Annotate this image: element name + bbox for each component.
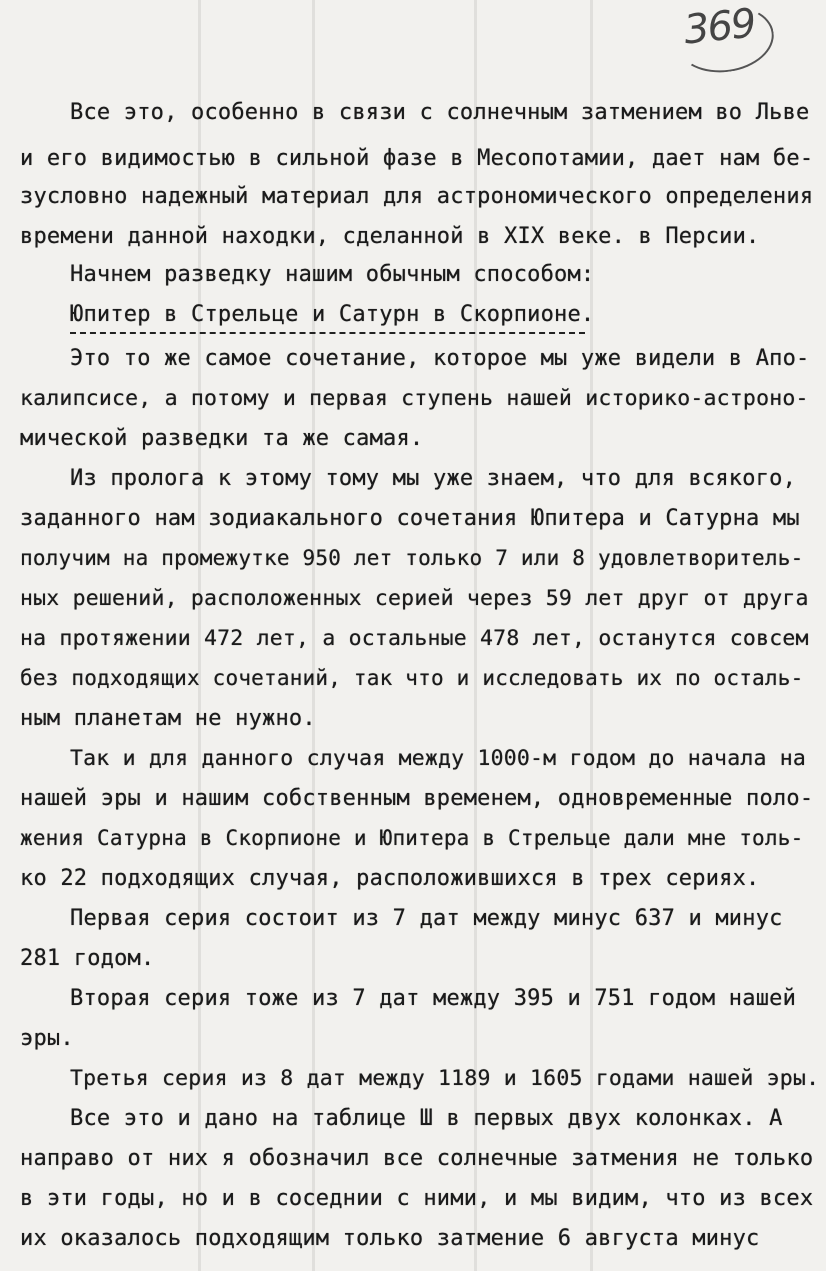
text-line: их оказалось подходящим только затмение 6 августа минус [20,1226,760,1251]
text-line: без подходящих сочетаний, так что и исследовать их по осталь- [20,666,804,690]
text-line: нашей эры и нашим собственным временем, одновременные поло- [20,786,814,811]
text-line: ных решений, расположенных серией через 59 лет друг от друга [20,586,809,611]
dashed-underline [70,332,585,334]
text-line: на протяжении 472 лет, а остальные 478 лет, останутся совсем [20,626,809,651]
text-line: эры. [20,1026,74,1051]
text-line: направо от них я обозначил все солнечные затмения не только [20,1146,814,1171]
text-line: времени данной находки, сделанной в XIX веке. в Персии. [20,224,760,249]
text-line-underlined: Юпитер в Стрельце и Сатурн в Скорпионе. [70,302,595,327]
text-line: 281 годом. [20,946,155,971]
text-line: в эти годы, но и в соседнии с ними, и мы видим, что из всех [20,1186,814,1211]
text-line: Все это и дано на таблице Ш в первых двух колонках. А [70,1106,783,1131]
text-line: Из пролога к этому тому мы уже знаем, что для всякого, [70,466,797,491]
text-line: Третья серия из 8 дат между 1189 и 1605 годами нашей эры. [70,1066,820,1091]
text-line: мической разведки та же самая. [20,426,424,451]
text-line: зусловно надежный материал для астрономического определения [20,184,814,209]
text-line: ко 22 подходящих случая, расположившихся в трех сериях. [20,866,760,891]
text-line: Так и для данного случая между 1000-м годом до начала на [70,746,807,771]
text-line: Это то же самое сочетание, которое мы уже видели в Апо- [70,346,810,371]
text-line: получим на промежутке 950 лет только 7 или 8 удовлетворитель- [20,546,804,570]
text-line: Вторая серия тоже из 7 дат между 395 и 751 годом нашей [70,986,797,1011]
text-line: заданного нам зодиакального сочетания Юпитера и Сатурна мы [20,506,800,531]
text-line: Начнем разведку нашим обычным способом: [70,262,595,287]
text-line: и его видимостью в сильной фазе в Месопотамии, дает нам бе- [20,146,814,171]
page-number: 369 [681,0,757,54]
text-line: жения Сатурна в Скорпионе и Юпитера в Стрельце дали мне толь- [20,826,804,850]
text-line: калипсисе, а потому и первая ступень нашей историко-астроно- [20,386,809,411]
text-line: Все это, особенно в связи с солнечным затмением во Льве [70,100,810,125]
text-line: Первая серия состоит из 7 дат между минус 637 и минус [70,906,783,931]
text-line: ным планетам не нужно. [20,706,316,731]
